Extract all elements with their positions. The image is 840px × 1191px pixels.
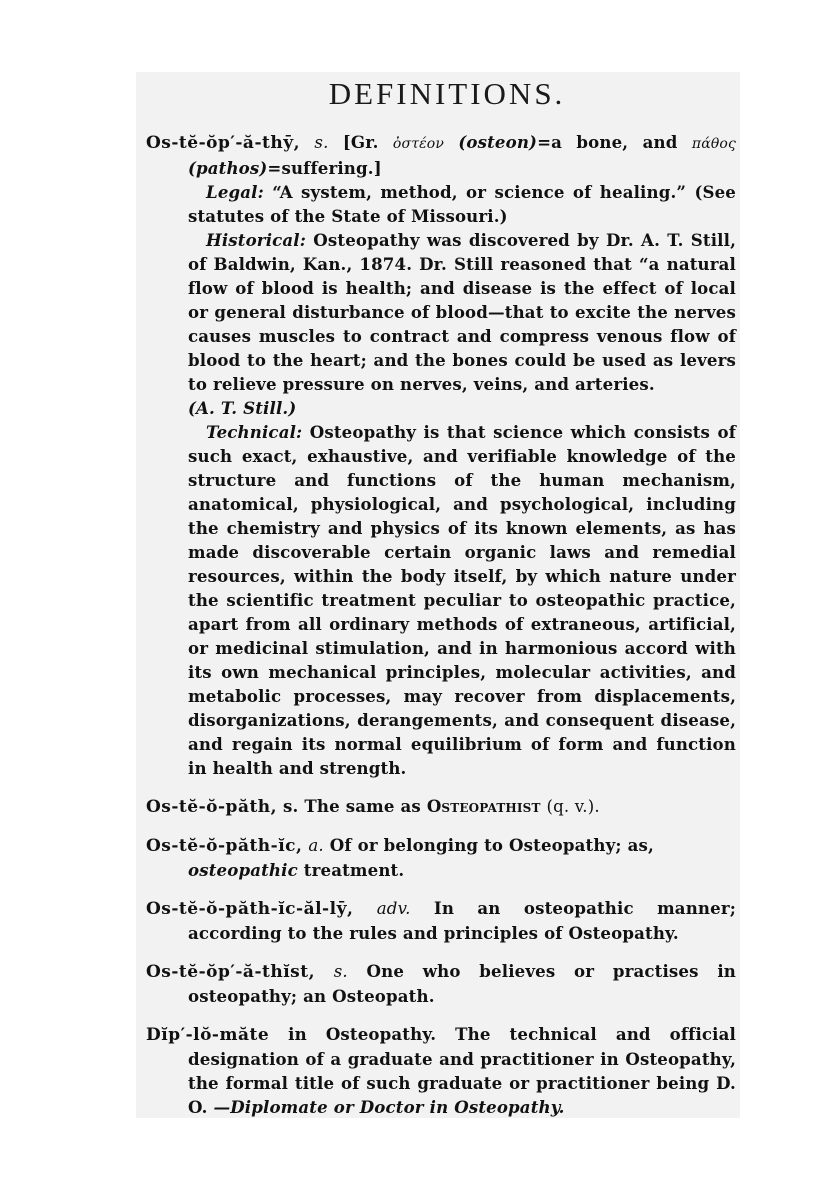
osteopathic-definition	[146, 833, 736, 882]
diplomate-definition	[146, 1022, 736, 1119]
part-of-speech: s.	[283, 796, 299, 816]
historical-source	[188, 396, 736, 420]
historical-text: Osteopathy was discovered by Dr. A. T. Still, of Baldwin, Kan., 1874. Dr. Still reasoned that “a natural flow of blood is health; and disease is the effect of local or general disturbance of blood—that to excite the nerves causes muscles to contract and compress venous flow of blood to the heart; and the bones could be used as levers to relieve pressure on nerves, veins, and arteries.	[188, 230, 736, 394]
historical-source-text: (A. T. Still.)	[188, 398, 297, 418]
osteopathy-etymology	[146, 130, 736, 180]
technical-definition	[188, 420, 736, 780]
usage-example-end: treatment.	[303, 860, 405, 880]
pathos-translit: (pathos)	[188, 158, 268, 178]
legal-label: Legal:	[206, 182, 264, 202]
definition-text: In an osteopathic manner; according to the rules and principles of Osteopathy.	[188, 898, 737, 943]
part-of-speech: s.	[314, 133, 329, 152]
osteopathist-definition	[146, 959, 736, 1008]
closing-line: —Diplomate or Doctor in Osteopathy.	[213, 1097, 565, 1117]
dictionary-page	[146, 76, 736, 1119]
headword: Os-tĕ-ŏp′-ă-thȳ,	[146, 133, 301, 153]
headword: Os-tĕ-ŏ-păth-ĭc-ăl-lȳ,	[146, 899, 354, 919]
greek-osteon: ὀστέον	[392, 136, 444, 152]
part-of-speech: a.	[308, 836, 324, 855]
legal-definition	[188, 180, 736, 228]
headword: Dĭp′-lŏ-măte	[146, 1025, 270, 1045]
entry-osteopathist	[146, 959, 736, 1008]
historical-label: Historical:	[206, 230, 307, 250]
osteopathically-definition	[146, 896, 736, 945]
entry-osteopathy	[146, 130, 736, 780]
definition-text: The same as	[304, 796, 421, 816]
definition-text: One who believes or practises in osteopathy; an Osteopath.	[188, 961, 736, 1006]
headword: Os-tĕ-ŏ-păth,	[146, 797, 278, 817]
definition-text: Of or belonging to Osteopathy; as,	[329, 835, 654, 855]
technical-text: Osteopathy is that science which consists of such exact, exhaustive, and verifiable knowledge of the structure and functions of the human mechanism, anatomical, physiological, and psychological, including the chemistry and physics of its known elements, as has made discoverable certain organic laws and remedial resources, within the body itself, by which nature under the scientific treatment peculiar to osteopathic practice, apart from all ordinary methods of extraneous, artificial, or medicinal stimulation, and in harmonious accord with its own mechanical principles, molecular activities, and metabolic processes, may recover from displacements, disorganizations, derangements, and consequent disease, and regain its normal equilibrium of form and function in health and strength.	[188, 422, 736, 778]
headword: Os-tĕ-ŏp′-ă-thĭst,	[146, 962, 316, 982]
page-title: DEFINITIONS.	[328, 76, 566, 111]
entry-diplomate	[146, 1022, 736, 1119]
legal-text: “A system, method, or science of healing.” (See statutes of the State of Missouri.)	[188, 182, 736, 226]
etymology-mid: =a bone, and	[537, 132, 678, 152]
osteopath-definition	[146, 794, 736, 819]
part-of-speech: s.	[333, 962, 348, 981]
cross-reference: Osteopathist	[426, 796, 541, 816]
definition-text: in Osteopathy. The technical and official designation of a graduate and practitioner in Osteopathy, the formal title of such graduate or practitioner being D. O.	[188, 1024, 736, 1117]
part-of-speech: adv.	[376, 899, 411, 918]
headword: Os-tĕ-ŏ-păth-ĭc,	[146, 836, 303, 856]
usage-example: osteopathic	[188, 860, 298, 880]
qv: (q. v.).	[546, 797, 600, 816]
entry-osteopathically	[146, 896, 736, 945]
greek-pathos: πάθος	[691, 136, 736, 152]
technical-label: Technical:	[206, 422, 303, 442]
etymology-end: =suffering.]	[267, 158, 382, 178]
osteon-translit: (osteon)	[458, 132, 538, 152]
etymology-open: [Gr.	[342, 132, 379, 152]
historical-definition	[188, 228, 736, 396]
entry-osteopathic	[146, 833, 736, 882]
entry-osteopath	[146, 794, 736, 819]
